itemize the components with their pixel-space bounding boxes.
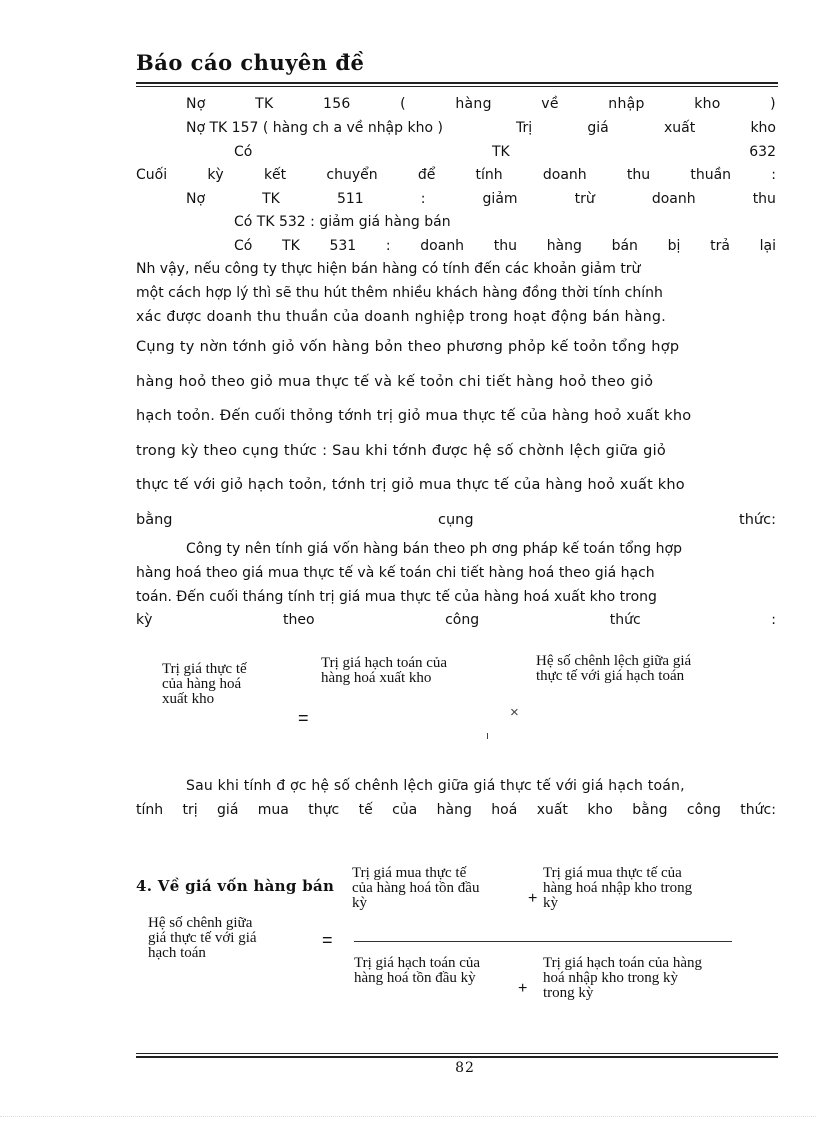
word: thu [626, 167, 651, 183]
word: thực [308, 802, 340, 818]
word: lại [759, 238, 776, 254]
formula2-equals: = [322, 930, 333, 950]
garbled-line-1: Cụng ty nờn tớnh giỏ vốn hàng bỏn theo phương phỏp kế toỏn tổng hợp [136, 339, 680, 355]
header-rule-top [136, 82, 778, 84]
formula2-denominator-term1: Trị giá hạch toán của hàng hoá tồn đầu kỳ [354, 955, 481, 986]
paragraph3-line-2 [136, 800, 776, 820]
word: kỳ [207, 167, 224, 183]
word: công [445, 612, 480, 628]
word: thức: [740, 802, 776, 818]
text-line-7 [234, 236, 776, 256]
word: Có [234, 238, 253, 254]
word: trị [182, 802, 198, 818]
word: TK [262, 191, 280, 207]
word: hoá [491, 802, 518, 818]
paragraph2-line-3: toán. Đến cuối tháng tính trị giá mua thực tế của hàng hoá xuất kho trong [136, 589, 657, 605]
footer-rule-bottom [136, 1056, 778, 1058]
word: chuyển [326, 167, 378, 183]
formula1-times: × [510, 704, 519, 721]
garbled-line-5: thực tế với giỏ hạch toỏn, tớnh trị giỏ mua thực tế của hàng hoỏ xuất kho [136, 477, 685, 493]
text-line-1 [186, 94, 776, 114]
word: giảm [482, 191, 518, 207]
text-line-8: Nh vậy, nếu công ty thực hiện bán hàng có tính đến các khoản giảm trừ [136, 261, 641, 277]
text-line-9: một cách hợp lý thì sẽ thu hút thêm nhiều khách hàng đồng thời tính chính [136, 285, 663, 301]
word: TK [282, 238, 300, 254]
word: theo [282, 612, 315, 628]
text-line-6: Có TK 532 : giảm giá hàng bán [234, 214, 451, 230]
word: TK [491, 144, 510, 160]
word: kho [694, 96, 721, 112]
word: trừ [574, 191, 595, 207]
word: tế [358, 802, 373, 818]
word: tính [136, 802, 164, 818]
word: doanh [651, 191, 696, 207]
formula2-numerator-term1: Trị giá mua thực tế của hàng hoá tồn đầu kỳ [352, 865, 480, 911]
word: trả [710, 238, 730, 254]
paragraph2-line-1: Công ty nên tính giá vốn hàng bán theo ph ơng pháp kế toán tổng hợp [186, 541, 682, 557]
paragraph2-line-4 [136, 610, 776, 630]
text-line-2b [516, 118, 776, 138]
word: doanh [542, 167, 587, 183]
garbled-line-6 [136, 510, 776, 530]
word: ( [400, 96, 406, 112]
word: công [686, 802, 721, 818]
garbled-line-4: trong kỳ theo cụng thức : Sau khi tớnh được hệ số chờnh lệch giữa giỏ [136, 443, 667, 459]
word: kho [750, 120, 776, 136]
word: Nợ [186, 96, 206, 112]
word: Trị [516, 120, 533, 136]
section-heading: 4. Về giá vốn hàng bán [136, 877, 335, 895]
footer-rule-top [136, 1053, 778, 1054]
text-line-5 [186, 189, 776, 209]
word: tính [475, 167, 503, 183]
text-line-4 [136, 165, 776, 185]
word: 632 [749, 144, 776, 160]
text-line-3 [234, 142, 776, 162]
text-line-2a: Nợ TK 157 ( hàng ch a về nhập kho ) [186, 120, 443, 136]
word: Nợ [186, 191, 206, 207]
word: xuất [536, 802, 568, 818]
word: thuần [690, 167, 732, 183]
paragraph2-line-2: hàng hoá theo giá mua thực tế và kế toán chi tiết hàng hoá theo giá hạch [136, 565, 655, 581]
word: nhập [608, 96, 645, 112]
garbled-line-3: hạch toỏn. Đến cuối thỏng tớnh trị giỏ mua thực tế của hàng hoỏ xuất kho [136, 408, 692, 424]
text-line-2 [186, 118, 776, 138]
word: giá [217, 802, 239, 818]
word: bán [611, 238, 638, 254]
word: ) [770, 96, 776, 112]
formula2-numerator-plus: + [528, 890, 538, 907]
word: doanh [420, 238, 465, 254]
formula1-tick-mark [487, 733, 488, 739]
word: kết [263, 167, 287, 183]
word: : [420, 191, 426, 207]
word: để [417, 167, 436, 183]
formula2-numerator-term2: Trị giá mua thực tế của hàng hoá nhập kho trong kỳ [543, 865, 693, 911]
word: thức: [739, 512, 776, 528]
text-line-10: xác được doanh thu thuần của doanh nghiệp trong hoạt động bán hàng. [136, 309, 667, 325]
word: : [771, 167, 776, 183]
word: : [771, 612, 776, 628]
word: hàng [436, 802, 472, 818]
word: bằng [136, 512, 173, 528]
word: thức [609, 612, 641, 628]
word: hàng [455, 96, 492, 112]
word: hàng [546, 238, 582, 254]
word: bằng [632, 802, 668, 818]
word: xuất [663, 120, 696, 136]
word: bị [667, 238, 681, 254]
word: thu [493, 238, 517, 254]
word: kho [587, 802, 613, 818]
word: giá [587, 120, 609, 136]
header-rule-bottom [136, 86, 778, 87]
word: cụng [437, 512, 474, 528]
word: mua [257, 802, 289, 818]
formula1-term1: Trị giá hạch toán của hàng hoá xuất kho [321, 655, 448, 686]
word: Có [234, 144, 253, 160]
formula1-equals: = [298, 708, 309, 728]
formula2-fraction-bar [354, 941, 732, 942]
word: : [385, 238, 391, 254]
page-header-title: Báo cáo chuyên đề [136, 50, 365, 75]
word: thu [752, 191, 776, 207]
word: 531 [329, 238, 357, 254]
page-bottom-dotted-edge [0, 1116, 816, 1117]
word: TK [255, 96, 274, 112]
formula2-denominator-term2: Trị giá hạch toán của hàng hoá nhập kho trong kỳ trong kỳ [543, 955, 702, 1001]
word: Cuối [136, 167, 168, 183]
word: kỳ [136, 612, 153, 628]
word: 511 [336, 191, 364, 207]
formula2-denominator-plus: + [518, 980, 528, 997]
formula2-lhs: Hệ số chênh giữa giá thực tế với giá hạch toán [148, 915, 257, 961]
word: 156 [322, 96, 351, 112]
word: của [392, 802, 418, 818]
paragraph3-line-1: Sau khi tính đ ợc hệ số chênh lệch giữa giá thực tế với giá hạch toán, [186, 778, 685, 794]
formula1-term2: Hệ số chênh lệch giữa giá thực tế với giá hạch toán [536, 653, 692, 684]
word: về [541, 96, 559, 112]
page-number: 82 [455, 1060, 475, 1076]
formula1-lhs: Trị giá thực tế của hàng hoá xuất kho [162, 661, 247, 707]
garbled-line-2: hàng hoỏ theo giỏ mua thực tế và kế toỏn chi tiết hàng hoỏ theo giỏ [136, 374, 654, 390]
